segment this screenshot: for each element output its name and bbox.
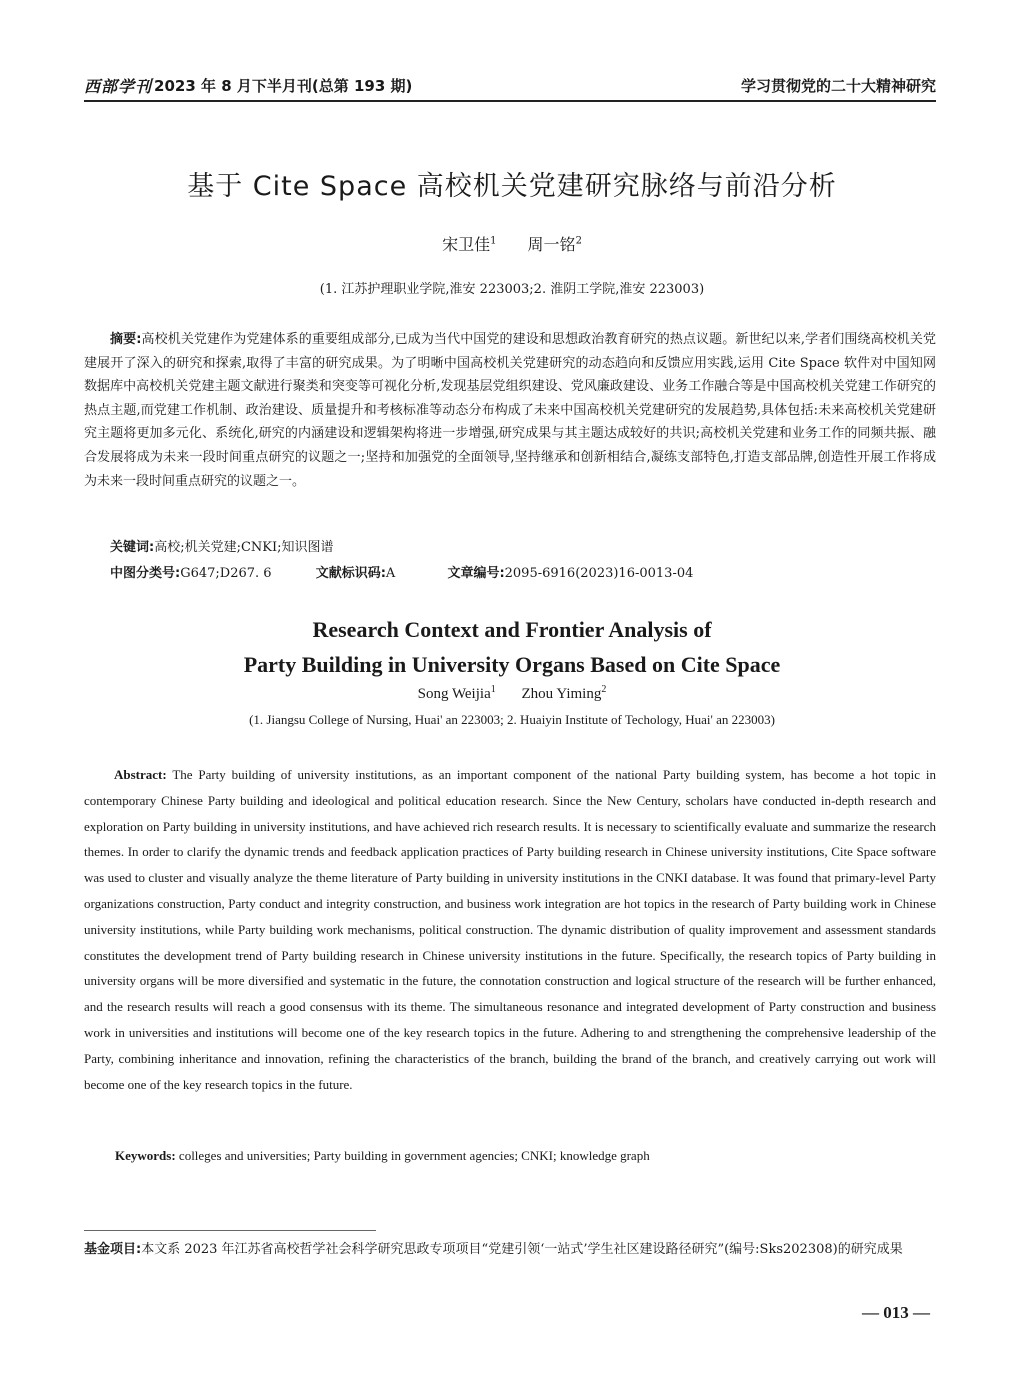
author-1-en: Song Weijia$^1$ [417, 684, 496, 702]
keywords-en [115, 1148, 936, 1164]
article-no-value: 2095-6916(2023)16-0013-04 [504, 566, 694, 581]
page-number: — 013 — [862, 1303, 930, 1322]
affiliation-en: (1. Jiangsu College of Nursing, Huai' an 223003; 2. Huaiyin Institute of Techology, Huai' an 223003) [249, 712, 775, 727]
abstract-en [84, 762, 936, 1097]
abstract-en-label: Abstract: [114, 767, 167, 782]
abstract-cn-label: 摘要: [110, 332, 142, 347]
running-header [84, 70, 936, 102]
abstract-en-text: The Party building of university institutions, as an important component of the national Party building system, has become a hot topic in contemporary Chinese Party building and ideological and political education research. Since the New Century, scholars have conducted in-depth research and exploration on Party building in university institutions, and have achieved rich research results. It is necessary to scientifically evaluate and summarize the research themes. In order to clarify the dynamic trends and feedback application practices of Party building research in Chinese university institutions, Cite Space software was used to cluster and visually analyze the theme literature of Party building in university institutions in the CNKI database. It was found that primary-level Party organizations construction, Party conduct and integrity construction, and business work integration are hot topics in the research of Party building work in Chinese university institutions, while Party building work mechanisms, political construction. The dynamic distribution of quality improvement and assessment standards constitutes the development trend of Party building research in Chinese university institutions in the future. Specifically, the research topics of Party building in university organs will be more diversified and systematic in the future, the connotation construction and logical structure of the research will be further enhanced, and the research results will reach a good consensus with its theme. The simultaneous resonance and integrated development of Party construction and business work in universities and institutions will become one of the key research topics in the future. Adhering to and strengthening the comprehensive leadership of the Party, combining inheritance and innovation, refining the characteristics of the branch, building the brand of the branch, and creatively carrying out work will become one of the key research topics in the future. [84, 767, 936, 1092]
journal-logo: 西部学刊 [84, 76, 153, 96]
funding-text: 本文系 2023 年江苏省高校哲学社会科学研究思政专项项目“党建引领‘一站式’学生社区建设路径研究”(编号:Sks202308)的研究成果 [141, 1242, 903, 1257]
doc-code-value: A [385, 566, 396, 581]
abstract-cn-text: 高校机关党建作为党建体系的重要组成部分,已成为当代中国党的建设和思想政治教育研究的热点议题。新世纪以来,学者们围绕高校机关党建展开了深入的研究和探索,取得了丰富的研究成果。为了明晰中国高校机关党建研究的动态趋向和反馈应用实践,运用 Cite Space 软件对中国知网数据库中高校机关党建主题文献进行聚类和突变等可视化分析,发现基层党组织建设、党风廉政建设、业务工作融合等是中国高校机关党建工作研究的热点主题,而党建工作机制、政治建设、质量提升和考核标准等动态分布构成了未来中国高校机关党建研究的发展趋势,具体包括:未来高校机关党建研究主题将更加多元化、系统化,研究的内涵建设和逻辑架构将进一步增强,研究成果与其主题达成较好的共识;高校机关党建和业务工作的同频共振、融合发展将成为未来一段时间重点研究的议题之一;坚持和加强党的全面领导,坚持继承和创新相结合,凝练支部特色,打造支部品牌,创造性开展工作将成为未来一段时间重点研究的议题之一。 [84, 332, 936, 489]
paper-title-en [0, 612, 1024, 682]
keywords-cn [110, 536, 936, 555]
title-en-line-2: Party Building in University Organs Based on Cite Space [243, 652, 781, 677]
article-no-label: 文章编号: [447, 566, 505, 581]
keywords-en-label: Keywords: [115, 1148, 176, 1163]
header-left [84, 74, 412, 97]
author-2-en: Zhou Yiming$^2$ [521, 684, 607, 702]
clc-value: G647;D267. 6 [180, 566, 272, 581]
author-1-cn: 宋卫佳$^1$ [442, 235, 497, 254]
classification-line [110, 562, 936, 581]
footnote-divider [84, 1230, 376, 1231]
doc-code-label: 文献标识码: [315, 566, 386, 581]
authors-cn [0, 232, 1024, 255]
keywords-cn-label: 关键词: [110, 540, 155, 555]
abstract-cn [84, 328, 936, 493]
affiliation-cn: (1. 江苏护理职业学院,淮安 223003;2. 淮阴工学院,淮安 223003) [319, 282, 705, 297]
issue-info: 2023 年 8 月下半月刊(总第 193 期) [154, 76, 413, 95]
funding-label: 基金项目: [84, 1242, 142, 1257]
author-2-cn: 周一铭$^2$ [527, 235, 582, 254]
keywords-cn-text: 高校;机关党建;CNKI;知识图谱 [154, 540, 334, 555]
section-title: 学习贯彻党的二十大精神研究 [740, 76, 936, 95]
paper-title-cn: 基于 Cite Space 高校机关党建研究脉络与前沿分析 [187, 171, 837, 202]
clc-label: 中图分类号: [110, 566, 181, 581]
funding-footnote [84, 1239, 936, 1261]
authors-en [0, 684, 1024, 703]
keywords-en-text: colleges and universities; Party building in government agencies; CNKI; knowledge graph [175, 1148, 650, 1163]
title-en-line-1: Research Context and Frontier Analysis of [312, 617, 712, 642]
